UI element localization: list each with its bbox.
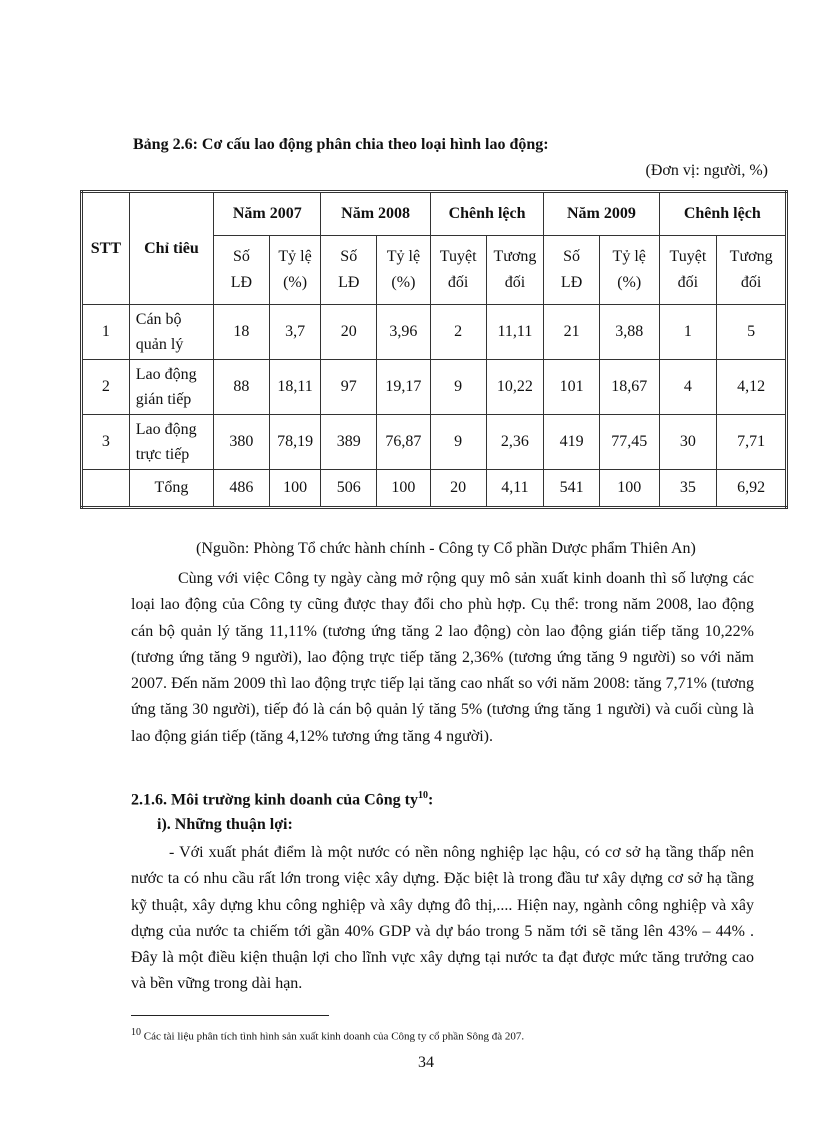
- footnote-ref: 10: [417, 790, 428, 801]
- table-cell: 76,87: [377, 415, 431, 470]
- sub-header-ty-le: Tỷ lệ (%): [377, 236, 431, 305]
- table-cell: 97: [321, 360, 377, 415]
- table-cell: 389: [321, 415, 377, 470]
- header-chenh-lech-1: Chênh lệch: [430, 192, 544, 236]
- table-cell: 2,36: [486, 415, 544, 470]
- table-cell: 77,45: [599, 415, 659, 470]
- total-row: [82, 470, 787, 508]
- table-cell: 100: [377, 470, 431, 508]
- table-cell: 9: [430, 415, 486, 470]
- table-cell: 30: [659, 415, 717, 470]
- table-cell: 10,22: [486, 360, 544, 415]
- table-cell: 419: [544, 415, 600, 470]
- header-2007: Năm 2007: [214, 192, 321, 236]
- table-cell: 3,7: [269, 305, 321, 360]
- sub-header-ty-le: Tỷ lệ (%): [269, 236, 321, 305]
- table-cell: 4,11: [486, 470, 544, 508]
- row-label: Cán bộ quản lý: [129, 305, 213, 360]
- sub-header-so-ld: Số LĐ: [544, 236, 600, 305]
- table-caption: Bảng 2.6: Cơ cấu lao động phân chia theo loại hình lao động:: [133, 136, 549, 153]
- sub-header-tuong-doi: Tương đối: [717, 236, 787, 305]
- page-number: 34: [418, 1054, 434, 1071]
- total-label: Tổng: [129, 470, 213, 508]
- table-cell: 541: [544, 470, 600, 508]
- table-cell: 21: [544, 305, 600, 360]
- header-chenh-lech-2: Chênh lệch: [659, 192, 786, 236]
- row-stt: 2: [82, 360, 130, 415]
- body-paragraph: - Với xuất phát điểm là một nước có nền nông nghiệp lạc hậu, có cơ sở hạ tầng thấp nên nước ta có nhu cầu rất lớn trong việc xây dựng. Đặc biệt là trong đầu tư xây dựng cơ sở hạ tầng kỹ thuật, xây dựng khu công nghiệp và xây dựng đô thị,.... Hiện nay, ngành công nghiệp và xây dựng của nước ta chiếm tới gần 40% GDP và dự báo trong 5 năm tới sẽ tăng lên 43% – 44% . Đây là một điều kiện thuận lợi cho lĩnh vực xây dựng tại nước ta đạt được mức tăng trưởng cao và bền vững trong dài hạn.: [131, 844, 754, 993]
- table-cell: 5: [717, 305, 787, 360]
- table-cell: 9: [430, 360, 486, 415]
- table-cell: 88: [214, 360, 270, 415]
- table-cell: 1: [659, 305, 717, 360]
- table-cell: 4,12: [717, 360, 787, 415]
- sub-header-tuyet-doi: Tuyệt đối: [659, 236, 717, 305]
- header-2008: Năm 2008: [321, 192, 430, 236]
- footnote: $^{10}$ Các tài liệu phân tích tình hình sản xuất kinh doanh của Công ty cổ phần Sông đà 207.: [131, 1027, 525, 1043]
- table-cell: 18,67: [599, 360, 659, 415]
- header-stt: STT: [82, 192, 130, 305]
- sub-header-tuong-doi: Tương đối: [486, 236, 544, 305]
- row-stt: 3: [82, 415, 130, 470]
- section-heading: 2.1.6. Môi trường kinh doanh của Công $ty^{10}$:: [131, 790, 434, 809]
- table-source-note: (Nguồn: Phòng Tổ chức hành chính - Công ty Cổ phần Dược phẩm Thiên An): [196, 540, 696, 557]
- row-label: Lao động trực tiếp: [129, 415, 213, 470]
- table-row: [82, 360, 787, 415]
- table-cell: 3,96: [377, 305, 431, 360]
- table-cell: 4: [659, 360, 717, 415]
- table-unit-note: (Đơn vị: người, %): [645, 162, 768, 179]
- sub-header-ty-le: Tỷ lệ (%): [599, 236, 659, 305]
- table-cell: 506: [321, 470, 377, 508]
- body-paragraph: Cùng với việc Công ty ngày càng mở rộng quy mô sản xuất kinh doanh thì số lượng các loại lao động của Công ty cũng được thay đổi cho phù hợp. Cụ thể: trong năm 2008, lao động cán bộ quản lý tăng 11,11% (tương ứng tăng 2 lao động) còn lao động gián tiếp tăng 10,22% (tương ứng tăng 9 người), lao động trực tiếp tăng 2,36% (tương ứng tăng 9 người) so với năm 2007. Đến năm 2009 thì lao động trực tiếp lại tăng cao nhất so với năm 2008: tăng 7,71% (tương ứng tăng 30 người), tiếp đó là cán bộ quản lý tăng 5% (tương ứng tăng 1 người) và cuối cùng là lao động gián tiếp (tăng 4,12% tương ứng tăng 4 người).: [131, 570, 754, 745]
- table-cell: 486: [214, 470, 270, 508]
- labor-structure-table: [80, 190, 788, 509]
- footnote-divider: [131, 1015, 329, 1016]
- header-2009: Năm 2009: [544, 192, 659, 236]
- sub-header-tuyet-doi: Tuyệt đối: [430, 236, 486, 305]
- table-cell: 19,17: [377, 360, 431, 415]
- subsection-heading: i). Những thuận lợi:: [157, 816, 293, 833]
- table-cell: 2: [430, 305, 486, 360]
- table-cell: 18,11: [269, 360, 321, 415]
- table-cell: 6,92: [717, 470, 787, 508]
- table-cell: 7,71: [717, 415, 787, 470]
- sub-header-so-ld: Số LĐ: [214, 236, 270, 305]
- table-cell: 35: [659, 470, 717, 508]
- table-cell: 11,11: [486, 305, 544, 360]
- table-cell: 101: [544, 360, 600, 415]
- table-row: [82, 305, 787, 360]
- sub-header-so-ld: Số LĐ: [321, 236, 377, 305]
- table-cell: 3,88: [599, 305, 659, 360]
- table-row: [82, 415, 787, 470]
- table-cell: 20: [321, 305, 377, 360]
- table-cell: 20: [430, 470, 486, 508]
- row-label: Lao động gián tiếp: [129, 360, 213, 415]
- table-cell: 78,19: [269, 415, 321, 470]
- table-cell: 100: [599, 470, 659, 508]
- table-cell: 18: [214, 305, 270, 360]
- total-stt-empty: [82, 470, 130, 508]
- row-stt: 1: [82, 305, 130, 360]
- header-chi-tieu: Chỉ tiêu: [129, 192, 213, 305]
- table-cell: 380: [214, 415, 270, 470]
- table-cell: 100: [269, 470, 321, 508]
